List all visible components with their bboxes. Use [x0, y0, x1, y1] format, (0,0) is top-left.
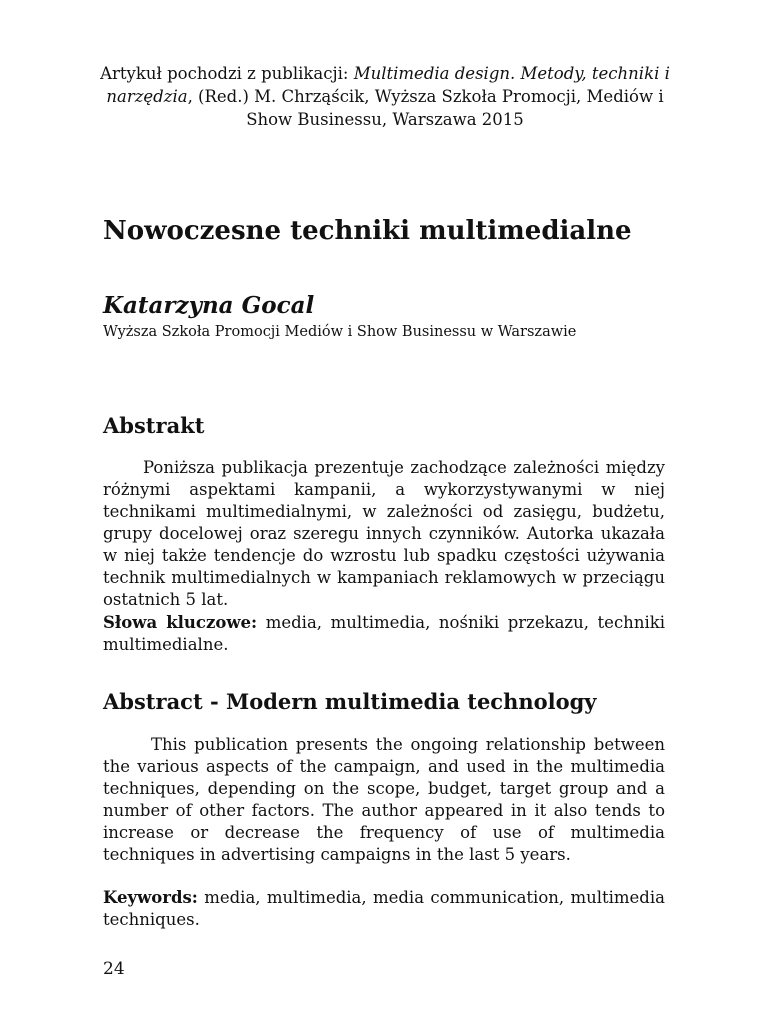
source-note — [100, 62, 670, 131]
abstract-pl-heading: Abstrakt — [103, 413, 205, 438]
source-rest: , (Red.) M. Chrząścik, Wyższa Szkoła Promocji, Mediów i Show Businessu, Warszawa 2015 — [187, 87, 664, 129]
abstract-pl-text: Poniższa publikacja prezentuje zachodzące zależności między różnymi aspektami kampanii, a wykorzystywanymi w niej technikami multimedialnymi, w zależności od zasięgu, budżetu, grupy docelowej oraz szeregu innych czynników. Autorka ukazała w niej także tendencje do wzrostu lub spadku częstości używania technik multimedialnych w kampaniach reklamowych w przeciągu ostatnich 5 lat. — [103, 458, 665, 609]
keywords-pl-label: Słowa kluczowe: — [103, 613, 258, 632]
page-number: 24 — [103, 959, 125, 979]
keywords-pl — [103, 612, 665, 656]
keywords-pl-values: media, multimedia, nośniki przekazu, techniki multimedialne. — [103, 613, 665, 654]
keywords-en-values: media, multimedia, media communication, multimedia techniques. — [103, 888, 665, 929]
author-affiliation: Wyższa Szkoła Promocji Mediów i Show Businessu w Warszawie — [103, 324, 577, 340]
source-book-title: Multimedia design. Metody, techniki i narzędzia — [106, 64, 670, 106]
keywords-en-label: Keywords: — [103, 888, 198, 907]
keywords-en — [103, 887, 665, 931]
source-prefix: Artykuł pochodzi z publikacji: — [100, 64, 354, 83]
article-title: Nowoczesne techniki multimedialne — [103, 216, 632, 246]
abstract-en-text: This publication presents the ongoing relationship between the various aspects of the campaign, and used in the multimedia techniques, depending on the scope, budget, target group and a number of other factors. The author appeared in it also tends to increase or decrease the frequency of use of multimedia techniques in advertising campaigns in the last 5 years. — [103, 735, 665, 864]
author-name: Katarzyna Gocal — [103, 292, 315, 319]
abstract-en-heading: Abstract - Modern multimedia technology — [103, 689, 597, 714]
